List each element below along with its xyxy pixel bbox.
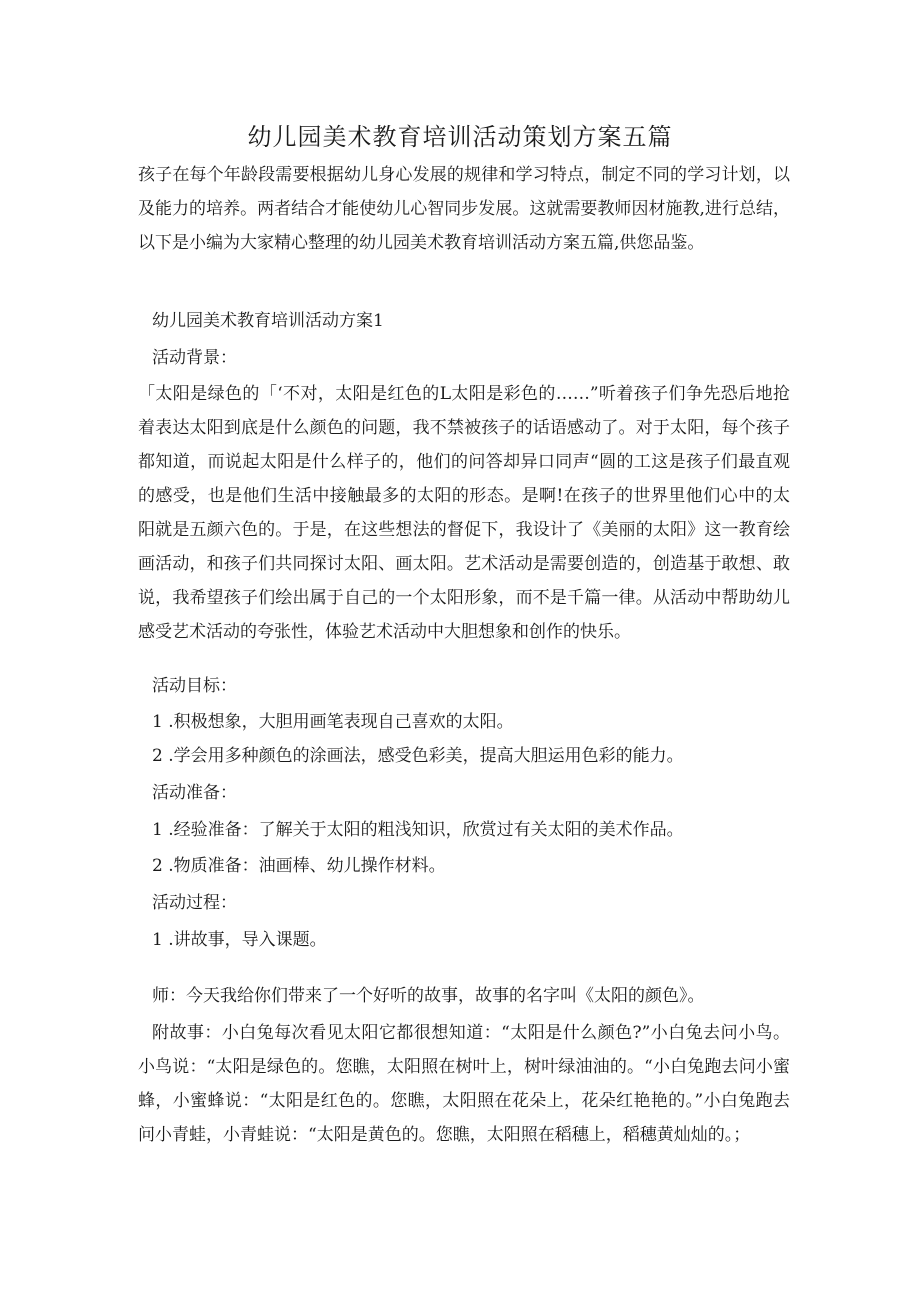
prep-item-1: 1 .经验准备：了解关于太阳的粗浅知识，欣赏过有关太阳的美术作品。 (152, 820, 684, 840)
process-item-1: 1 .讲故事，导入课题。 (152, 930, 327, 950)
background-label: 活动背景： (152, 348, 237, 368)
goals-label: 活动目标： (152, 676, 237, 696)
document-title: 幼儿园美术教育培训活动策划方案五篇 (247, 123, 673, 151)
teacher-line: 师：今天我给你们带来了一个好听的故事，故事的名字叫《太阳的颜色》。 (152, 986, 705, 1006)
story-paragraph: 附故事：小白兔每次看见太阳它都很想知道：“太阳是什么颜色?”小白兔去问小鸟。小鸟说：“太阳是绿色的。您瞧，太阳照在树叶上，树叶绿油油的。“小白兔跑去问小蜜蜂，小蜜蜂说：“太阳是红色的。您瞧，太阳照在花朵上，花朵红艳艳的。”小白兔跑去问小青蛙，小青蛙说：“太阳是黄色的。您瞧，太阳照在稻穗上，稻穗黄灿灿的。； (138, 1023, 790, 1145)
prep-item-2: 2 .物质准备：油画棒、幼儿操作材料。 (152, 856, 446, 876)
prep-label: 活动准备： (152, 783, 237, 803)
intro-paragraph: 孩子在每个年龄段需要根据幼儿身心发展的规律和学习特点，制定不同的学习计划，以及能力的培养。两者结合才能使幼儿心智同步发展。这就需要教师因材施教,进行总结，以下是小编为大家精心整理的幼儿园美术教育培训活动方案五篇,供您品鉴。 (138, 165, 790, 253)
goal-item-1: 1 .积极想象，大胆用画笔表现自己喜欢的太阳。 (152, 712, 514, 732)
process-label: 活动过程： (152, 893, 237, 913)
background-paragraph: 「太阳是绿色的「‘不对，太阳是红色的L太阳是彩色的……”听着孩子们争先恐后地抢着表达太阳到底是什么颜色的问题，我不禁被孩子的话语感动了。对于太阳，每个孩子都知道，而说起太阳是什么样子的，他们的问答却异口同声“圆的工这是孩子们最直观的感受，也是他们生活中接触最多的太阳的形态。是啊!在孩子的世界里他们心中的太阳就是五颜六色的。于是，在这些想法的督促下，我设计了《美丽的太阳》这一教育绘画活动，和孩子们共同探讨太阳、画太阳。艺术活动是需要创造的，创造基于敢想、敢说，我希望孩子们绘出属于自己的一个太阳形象，而不是千篇一律。从活动中帮助幼儿感受艺术活动的夸张性，体验艺术活动中大胆想象和创作的快乐。 (138, 384, 790, 642)
section-heading: 幼儿园美术教育培训活动方案1 (152, 311, 384, 331)
goal-item-2: 2 .学会用多种颜色的涂画法，感受色彩美，提高大胆运用色彩的能力。 (152, 746, 684, 766)
